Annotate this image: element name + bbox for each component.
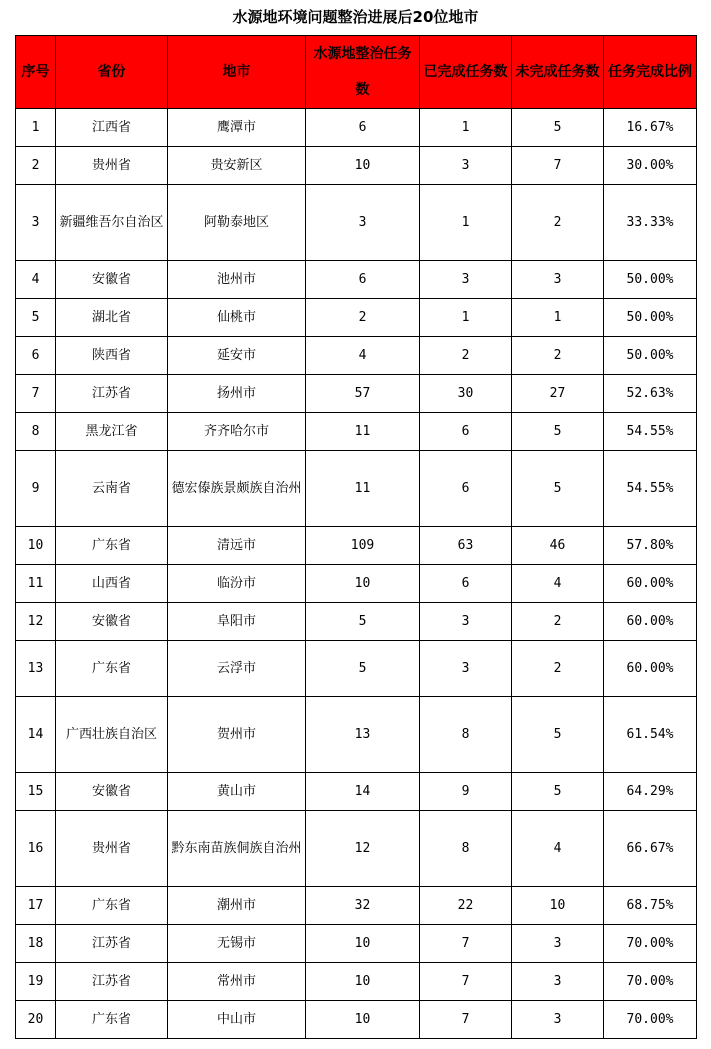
cell-index: 4 [16, 261, 56, 299]
cell-province: 新疆维吾尔自治区 [56, 185, 168, 261]
table-row [16, 261, 697, 299]
cell-completed-tasks: 8 [420, 697, 512, 773]
cell-city: 常州市 [168, 963, 306, 1001]
cell-completion-rate: 60.00% [604, 565, 697, 603]
header-total-tasks: 水源地整治任务数 [306, 36, 420, 109]
cell-city: 云浮市 [168, 641, 306, 697]
cell-index: 3 [16, 185, 56, 261]
cell-completion-rate: 60.00% [604, 603, 697, 641]
cell-total-tasks: 11 [306, 413, 420, 451]
cell-pending-tasks: 3 [512, 925, 604, 963]
cell-completed-tasks: 1 [420, 185, 512, 261]
cell-province: 云南省 [56, 451, 168, 527]
cell-city: 黄山市 [168, 773, 306, 811]
header-city: 地市 [168, 36, 306, 109]
cell-total-tasks: 4 [306, 337, 420, 375]
cell-pending-tasks: 1 [512, 299, 604, 337]
cell-index: 8 [16, 413, 56, 451]
table-row [16, 773, 697, 811]
cell-index: 13 [16, 641, 56, 697]
cell-pending-tasks: 2 [512, 185, 604, 261]
table-row [16, 451, 697, 527]
cell-province: 江苏省 [56, 925, 168, 963]
cell-province: 陕西省 [56, 337, 168, 375]
cell-completion-rate: 57.80% [604, 527, 697, 565]
table-row [16, 109, 697, 147]
cell-city: 德宏傣族景颇族自治州 [168, 451, 306, 527]
cell-index: 2 [16, 147, 56, 185]
cell-index: 16 [16, 811, 56, 887]
cell-province: 山西省 [56, 565, 168, 603]
cell-city: 鹰潭市 [168, 109, 306, 147]
cell-city: 中山市 [168, 1001, 306, 1039]
cell-city: 贵安新区 [168, 147, 306, 185]
cell-total-tasks: 10 [306, 147, 420, 185]
cell-completed-tasks: 6 [420, 451, 512, 527]
cell-index: 11 [16, 565, 56, 603]
table-row [16, 603, 697, 641]
cell-index: 19 [16, 963, 56, 1001]
cell-province: 江苏省 [56, 963, 168, 1001]
cell-completed-tasks: 8 [420, 811, 512, 887]
cell-total-tasks: 3 [306, 185, 420, 261]
cell-index: 1 [16, 109, 56, 147]
cell-completion-rate: 64.29% [604, 773, 697, 811]
cell-pending-tasks: 46 [512, 527, 604, 565]
cell-completed-tasks: 30 [420, 375, 512, 413]
cell-completion-rate: 61.54% [604, 697, 697, 773]
cell-city: 黔东南苗族侗族自治州 [168, 811, 306, 887]
cell-completed-tasks: 3 [420, 603, 512, 641]
table-row [16, 1001, 697, 1039]
cell-completed-tasks: 9 [420, 773, 512, 811]
cell-completed-tasks: 7 [420, 1001, 512, 1039]
cell-pending-tasks: 10 [512, 887, 604, 925]
table-row [16, 375, 697, 413]
cell-completed-tasks: 6 [420, 413, 512, 451]
cell-province: 广东省 [56, 1001, 168, 1039]
cell-total-tasks: 10 [306, 1001, 420, 1039]
cell-completion-rate: 16.67% [604, 109, 697, 147]
cell-total-tasks: 32 [306, 887, 420, 925]
cell-index: 9 [16, 451, 56, 527]
header-row [16, 36, 697, 109]
cell-completed-tasks: 3 [420, 641, 512, 697]
cell-total-tasks: 12 [306, 811, 420, 887]
cell-completed-tasks: 2 [420, 337, 512, 375]
header-completion-rate: 任务完成比例 [604, 36, 697, 109]
cell-completion-rate: 52.63% [604, 375, 697, 413]
cell-completed-tasks: 3 [420, 147, 512, 185]
cell-province: 广东省 [56, 527, 168, 565]
cell-province: 湖北省 [56, 299, 168, 337]
cell-pending-tasks: 5 [512, 773, 604, 811]
cell-completion-rate: 54.55% [604, 413, 697, 451]
cell-completed-tasks: 7 [420, 925, 512, 963]
cell-city: 阿勒泰地区 [168, 185, 306, 261]
cell-pending-tasks: 3 [512, 261, 604, 299]
cell-total-tasks: 6 [306, 261, 420, 299]
cell-index: 18 [16, 925, 56, 963]
table-body [16, 109, 697, 1039]
cell-pending-tasks: 3 [512, 1001, 604, 1039]
header-completed-tasks: 已完成任务数 [420, 36, 512, 109]
table-row [16, 337, 697, 375]
cell-city: 临汾市 [168, 565, 306, 603]
cell-pending-tasks: 2 [512, 641, 604, 697]
cell-completed-tasks: 7 [420, 963, 512, 1001]
cell-pending-tasks: 2 [512, 603, 604, 641]
cell-index: 12 [16, 603, 56, 641]
cell-total-tasks: 5 [306, 641, 420, 697]
cell-index: 10 [16, 527, 56, 565]
cell-completed-tasks: 22 [420, 887, 512, 925]
cell-completion-rate: 70.00% [604, 963, 697, 1001]
cell-pending-tasks: 4 [512, 811, 604, 887]
cell-total-tasks: 2 [306, 299, 420, 337]
table-row [16, 299, 697, 337]
cell-city: 仙桃市 [168, 299, 306, 337]
cell-completion-rate: 50.00% [604, 337, 697, 375]
cell-pending-tasks: 5 [512, 451, 604, 527]
table-title: 水源地环境问题整治进展后20位地市 [232, 8, 479, 26]
cell-completed-tasks: 3 [420, 261, 512, 299]
cell-province: 贵州省 [56, 811, 168, 887]
cell-total-tasks: 14 [306, 773, 420, 811]
cell-city: 齐齐哈尔市 [168, 413, 306, 451]
table-row [16, 565, 697, 603]
cell-pending-tasks: 5 [512, 109, 604, 147]
cell-index: 7 [16, 375, 56, 413]
cell-province: 安徽省 [56, 261, 168, 299]
cell-city: 延安市 [168, 337, 306, 375]
cell-pending-tasks: 3 [512, 963, 604, 1001]
cell-completion-rate: 50.00% [604, 261, 697, 299]
cell-completion-rate: 33.33% [604, 185, 697, 261]
table-row [16, 147, 697, 185]
cell-province: 贵州省 [56, 147, 168, 185]
cell-province: 广西壮族自治区 [56, 697, 168, 773]
cell-completion-rate: 54.55% [604, 451, 697, 527]
cell-completed-tasks: 63 [420, 527, 512, 565]
cell-total-tasks: 6 [306, 109, 420, 147]
cell-completed-tasks: 6 [420, 565, 512, 603]
header-pending-tasks: 未完成任务数 [512, 36, 604, 109]
cell-index: 6 [16, 337, 56, 375]
cell-city: 池州市 [168, 261, 306, 299]
cell-index: 5 [16, 299, 56, 337]
cell-completion-rate: 70.00% [604, 1001, 697, 1039]
cell-pending-tasks: 4 [512, 565, 604, 603]
cell-pending-tasks: 2 [512, 337, 604, 375]
cell-index: 17 [16, 887, 56, 925]
cell-city: 潮州市 [168, 887, 306, 925]
table-row [16, 925, 697, 963]
cell-total-tasks: 10 [306, 925, 420, 963]
cell-completion-rate: 68.75% [604, 887, 697, 925]
cell-pending-tasks: 5 [512, 697, 604, 773]
cell-city: 无锡市 [168, 925, 306, 963]
table-row [16, 887, 697, 925]
table-row [16, 697, 697, 773]
cell-total-tasks: 10 [306, 963, 420, 1001]
cell-province: 广东省 [56, 887, 168, 925]
table-row [16, 811, 697, 887]
cell-total-tasks: 11 [306, 451, 420, 527]
cell-province: 江西省 [56, 109, 168, 147]
cell-city: 阜阳市 [168, 603, 306, 641]
cell-pending-tasks: 7 [512, 147, 604, 185]
cell-completed-tasks: 1 [420, 109, 512, 147]
cell-province: 安徽省 [56, 603, 168, 641]
cell-pending-tasks: 5 [512, 413, 604, 451]
cell-city: 清远市 [168, 527, 306, 565]
cell-completed-tasks: 1 [420, 299, 512, 337]
header-index: 序号 [16, 36, 56, 109]
table-row [16, 963, 697, 1001]
cell-completion-rate: 66.67% [604, 811, 697, 887]
cell-completion-rate: 70.00% [604, 925, 697, 963]
progress-table [15, 35, 697, 1039]
cell-total-tasks: 13 [306, 697, 420, 773]
cell-completion-rate: 30.00% [604, 147, 697, 185]
cell-province: 广东省 [56, 641, 168, 697]
cell-pending-tasks: 27 [512, 375, 604, 413]
cell-index: 14 [16, 697, 56, 773]
table-row [16, 413, 697, 451]
cell-total-tasks: 5 [306, 603, 420, 641]
cell-total-tasks: 109 [306, 527, 420, 565]
cell-index: 20 [16, 1001, 56, 1039]
cell-completion-rate: 60.00% [604, 641, 697, 697]
cell-index: 15 [16, 773, 56, 811]
cell-province: 黑龙江省 [56, 413, 168, 451]
cell-city: 贺州市 [168, 697, 306, 773]
cell-completion-rate: 50.00% [604, 299, 697, 337]
cell-province: 安徽省 [56, 773, 168, 811]
cell-total-tasks: 57 [306, 375, 420, 413]
cell-city: 扬州市 [168, 375, 306, 413]
cell-total-tasks: 10 [306, 565, 420, 603]
header-province: 省份 [56, 36, 168, 109]
cell-province: 江苏省 [56, 375, 168, 413]
table-row [16, 527, 697, 565]
table-row [16, 185, 697, 261]
table-row [16, 641, 697, 697]
